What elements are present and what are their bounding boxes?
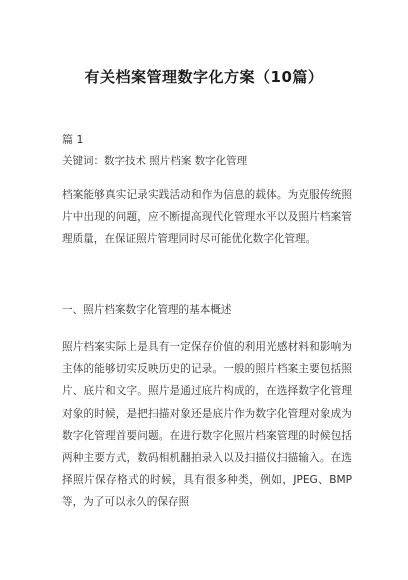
document-title: 有关档案管理数字化方案（10篇） — [84, 68, 324, 86]
paragraph-overview: 照片档案实际上是具有一定保存价值的利用光感材料和影响为主体的能够切实反映历史的记录。一般的照片档案主要包括照片、底片和文字。照片是通过底片构成的，在选择数字化管理对象的时候，是把扫描对象还是底片作为数字化管理对象成为数字化管理首要问题。在进行数字化照片档案管理的时候包括两种主要方式，数码相机翻拍录入以及扫描仪扫描输入。在选择照片保存格式的时候，具有很多种类，例如，JPEG、BMP等，为了可以永久的保存照 — [62, 341, 352, 509]
paragraph-intro: 档案能够真实记录实践活动和作为信息的载体。为克服传统照片中出现的问题，应不断提高现代化管理水平以及照片档案管理质量，在保证照片管理同时尽可能优化数字化管理。 — [62, 189, 352, 246]
section-heading: 一、照片档案数字化管理的基本概述 — [62, 304, 232, 316]
section-label: 篇 1 — [62, 133, 84, 146]
keywords-line: 关键词：数字技术 照片档案 数字化管理 — [62, 155, 248, 167]
